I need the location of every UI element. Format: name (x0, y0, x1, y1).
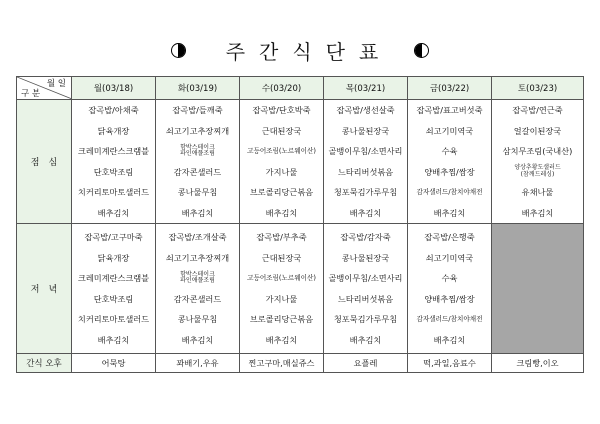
snack-day-2: 찐고구마,매실쥬스 (240, 354, 324, 373)
dinner-day-5 (492, 224, 584, 354)
menu-item: 단호박조림 (93, 293, 134, 304)
menu-item: 쇠고기미역국 (425, 252, 474, 263)
half-moon-icon-right (414, 43, 429, 58)
snack-day-4: 떡,과일,음료수 (408, 354, 492, 373)
menu-item: 양배추찜/쌈장 (424, 166, 475, 177)
menu-item: 배추김치 (265, 334, 298, 345)
menu-item: 잡곡밥/연근죽 (512, 105, 563, 116)
dinner-day-4 (408, 224, 492, 354)
menu-item: 치커리토마토샐러드 (77, 314, 150, 325)
menu-item: 브로콜리당근볶음 (249, 187, 314, 198)
menu-item: 잡곡밥/은행죽 (424, 232, 475, 243)
menu-item: 배추김치 (521, 207, 554, 218)
menu-item: 배추김치 (433, 207, 466, 218)
lunch-day-0 (72, 100, 156, 224)
menu-item: 감자콘샐러드 (173, 293, 222, 304)
title-text: 주간식단표 (225, 39, 393, 64)
menu-item: 근대된장국 (261, 252, 302, 263)
menu-item: 골뱅이무침/소면사리 (328, 146, 403, 157)
menu-item: 잡곡밥/단호박죽 (252, 105, 311, 116)
snack-day-5: 크림빵,이오 (492, 354, 584, 373)
menu-item: 잡곡밥/조개살죽 (168, 232, 227, 243)
menu-item: 콩나물무침 (177, 187, 218, 198)
menu-item: 크레미계란스크램블 (77, 273, 150, 284)
dinner-label-text: 저녁 (30, 285, 67, 295)
lunch-row (17, 100, 584, 224)
snack-day-1: 꽈배기,우유 (156, 354, 240, 373)
menu-item: 배추김치 (181, 207, 214, 218)
menu-item: 쇠고기미역국 (425, 125, 474, 136)
weekly-menu-table (16, 76, 584, 373)
menu-item: 감자콘샐러드 (173, 166, 222, 177)
dinner-day-3 (324, 224, 408, 354)
menu-item: 청포묵김가루무침 (333, 187, 398, 198)
menu-item: 양상추황도샐러드 (참깨드레싱) (514, 164, 561, 178)
menu-item: 잡곡밥/생선살죽 (336, 105, 395, 116)
half-moon-icon-left (171, 43, 186, 58)
header-row (17, 77, 584, 100)
menu-item: 배추김치 (97, 207, 130, 218)
lunch-day-4 (408, 100, 492, 224)
menu-item: 잡곡밥/고구마죽 (84, 232, 143, 243)
snack-label: 간식 오후 (17, 354, 72, 373)
lunch-label (17, 100, 72, 224)
menu-item: 청포묵김가루무침 (333, 314, 398, 325)
menu-item: 잡곡밥/들깨죽 (172, 105, 223, 116)
menu-item: 배추김치 (349, 207, 382, 218)
menu-item: 잡곡밥/표고버섯죽 (416, 105, 483, 116)
menu-item: 함박스테이크 파인애플조림 (180, 143, 215, 158)
menu-item: 닭육개장 (97, 125, 130, 136)
menu-item: 잡곡밥/감자죽 (340, 232, 391, 243)
lunch-day-1 (156, 100, 240, 224)
page-title (0, 34, 600, 66)
menu-item: 배추김치 (349, 334, 382, 345)
menu-item: 배추김치 (265, 207, 298, 218)
menu-item: 잡곡밥/부추죽 (256, 232, 307, 243)
day-header-0: 월(03/18) (72, 77, 156, 100)
menu-item: 삼치무조림(국내산) (502, 146, 573, 157)
dinner-day-0 (72, 224, 156, 354)
menu-item: 느타리버섯볶음 (337, 293, 394, 304)
day-header-1: 화(03/19) (156, 77, 240, 100)
lunch-label-text: 점심 (30, 158, 67, 168)
menu-item: 수육 (441, 146, 458, 157)
snack-day-0: 어묵탕 (72, 354, 156, 373)
corner-day-label: 월 일 (46, 79, 66, 89)
menu-item: 브로콜리당근볶음 (249, 314, 314, 325)
menu-item: 가지나물 (265, 166, 298, 177)
dinner-row (17, 224, 584, 354)
lunch-day-3 (324, 100, 408, 224)
menu-item: 콩나물된장국 (341, 252, 390, 263)
snack-row (17, 354, 584, 373)
menu-item: 함박스테이크 파인애플조림 (180, 270, 215, 285)
menu-item: 얼갈이된장국 (513, 125, 562, 136)
corner-cell (17, 77, 72, 100)
dinner-label (17, 224, 72, 354)
day-header-3: 목(03/21) (324, 77, 408, 100)
day-header-4: 금(03/22) (408, 77, 492, 100)
menu-item: 잡곡밥/아채죽 (88, 105, 139, 116)
menu-item: 근대된장국 (261, 125, 302, 136)
dinner-day-1 (156, 224, 240, 354)
menu-item: 치커리토마토샐러드 (77, 187, 150, 198)
snack-day-3: 요플레 (324, 354, 408, 373)
menu-item: 배추김치 (97, 334, 130, 345)
menu-item: 콩나물무침 (177, 314, 218, 325)
day-header-5: 토(03/23) (492, 77, 584, 100)
menu-item: 감자샐러드/참치야채전 (416, 314, 483, 323)
menu-item: 느타리버섯볶음 (337, 166, 394, 177)
menu-item: 쇠고기고추장찌개 (165, 252, 230, 263)
lunch-day-5 (492, 100, 584, 224)
menu-item: 양배추찜/쌈장 (424, 293, 475, 304)
menu-item: 닭육개장 (97, 252, 130, 263)
day-header-2: 수(03/20) (240, 77, 324, 100)
menu-item: 단호박조림 (93, 166, 134, 177)
menu-item: 유채나물 (521, 187, 554, 198)
menu-item: 수육 (441, 273, 458, 284)
corner-category-label: 구 분 (21, 89, 41, 99)
menu-item: 고등어조림(노르웨이산) (247, 273, 316, 282)
menu-item: 배추김치 (433, 334, 466, 345)
menu-item: 고등어조림(노르웨이산) (247, 146, 316, 155)
menu-item: 배추김치 (181, 334, 214, 345)
menu-item: 콩나물된장국 (341, 125, 390, 136)
menu-item: 가지나물 (265, 293, 298, 304)
lunch-day-2 (240, 100, 324, 224)
dinner-day-2 (240, 224, 324, 354)
menu-item: 쇠고기고추장찌개 (165, 125, 230, 136)
menu-item: 골뱅이무침/소면사리 (328, 273, 403, 284)
menu-item: 크레미계란스크램블 (77, 146, 150, 157)
menu-item: 감자샐러드/참치야채전 (416, 187, 483, 196)
